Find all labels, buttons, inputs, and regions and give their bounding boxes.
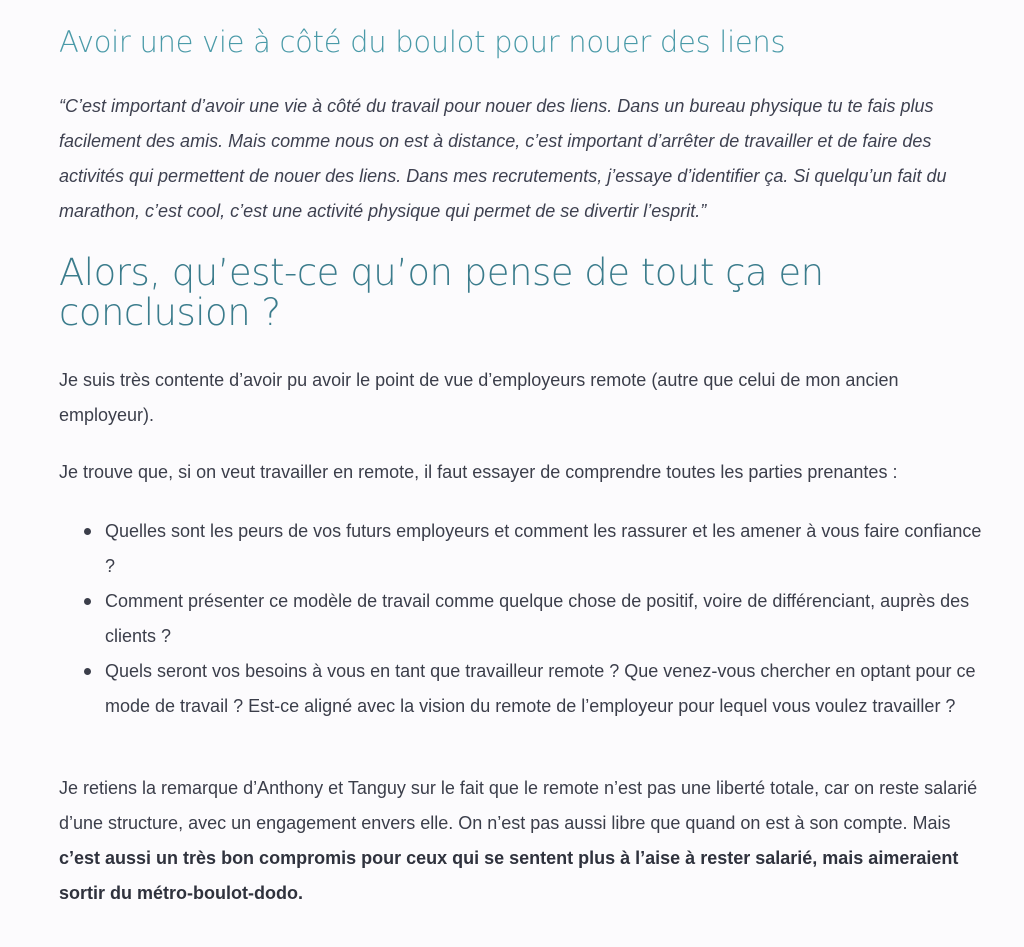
list-item-text: Quels seront vos besoins à vous en tant que travailleur remote ? Que venez-vous chercher en optant pour ce mode de travail ? Est-ce aligné avec la vision du remote de l’employeur pour lequel vous voulez travailler ? xyxy=(105,661,976,716)
conclusion-heading: Alors, qu’est-ce qu’on pense de tout ça en conclusion ? xyxy=(59,251,824,334)
conclusion-paragraph-3 xyxy=(59,771,994,911)
list-item xyxy=(105,584,985,654)
list-item-text: Quelles sont les peurs de vos futurs employeurs et comment les rassurer et les amener à vous faire confiance ? xyxy=(105,521,982,576)
interview-quote: “C’est important d’avoir une vie à côté du travail pour nouer des liens. Dans un bureau physique tu te fais plus facilement des amis. Mais comme nous on est à distance, c’est important d’arrêter de travailler et de faire des activités qui permettent de nouer des liens. Dans mes recrutements, j’essaye d’identifier ça. Si quelqu’un fait du marathon, c’est cool, c’est une activité physique qui permet de se divertir l’esprit.” xyxy=(59,96,947,221)
bullet-dot-icon xyxy=(84,528,91,535)
bullet-dot-icon xyxy=(84,598,91,605)
list-item xyxy=(105,654,985,724)
paragraph-3-emphasis: c’est aussi un très bon compromis pour ceux qui se sentent plus à l’aise à rester salarié, mais aimeraient sortir du métro-boulot-dodo. xyxy=(59,848,959,903)
section-heading: Avoir une vie à côté du boulot pour nouer des liens xyxy=(59,25,786,59)
list-item-text: Comment présenter ce modèle de travail comme quelque chose de positif, voire de différenciant, auprès des clients ? xyxy=(105,591,970,646)
conclusion-paragraph-1: Je suis très contente d’avoir pu avoir le point de vue d’employeurs remote (autre que celui de mon ancien employeur). xyxy=(59,370,899,425)
paragraph-3-text: Je retiens la remarque d’Anthony et Tanguy sur le fait que le remote n’est pas une liberté totale, car on reste salarié d’une structure, avec un engagement envers elle. On n’est pas aussi libre que quand on est à son compte. Mais xyxy=(59,778,978,833)
conclusion-paragraph-2: Je trouve que, si on veut travailler en remote, il faut essayer de comprendre toutes les parties prenantes : xyxy=(59,462,898,482)
list-item xyxy=(105,514,985,584)
stakeholder-question-list xyxy=(105,514,985,724)
bullet-dot-icon xyxy=(84,668,91,675)
